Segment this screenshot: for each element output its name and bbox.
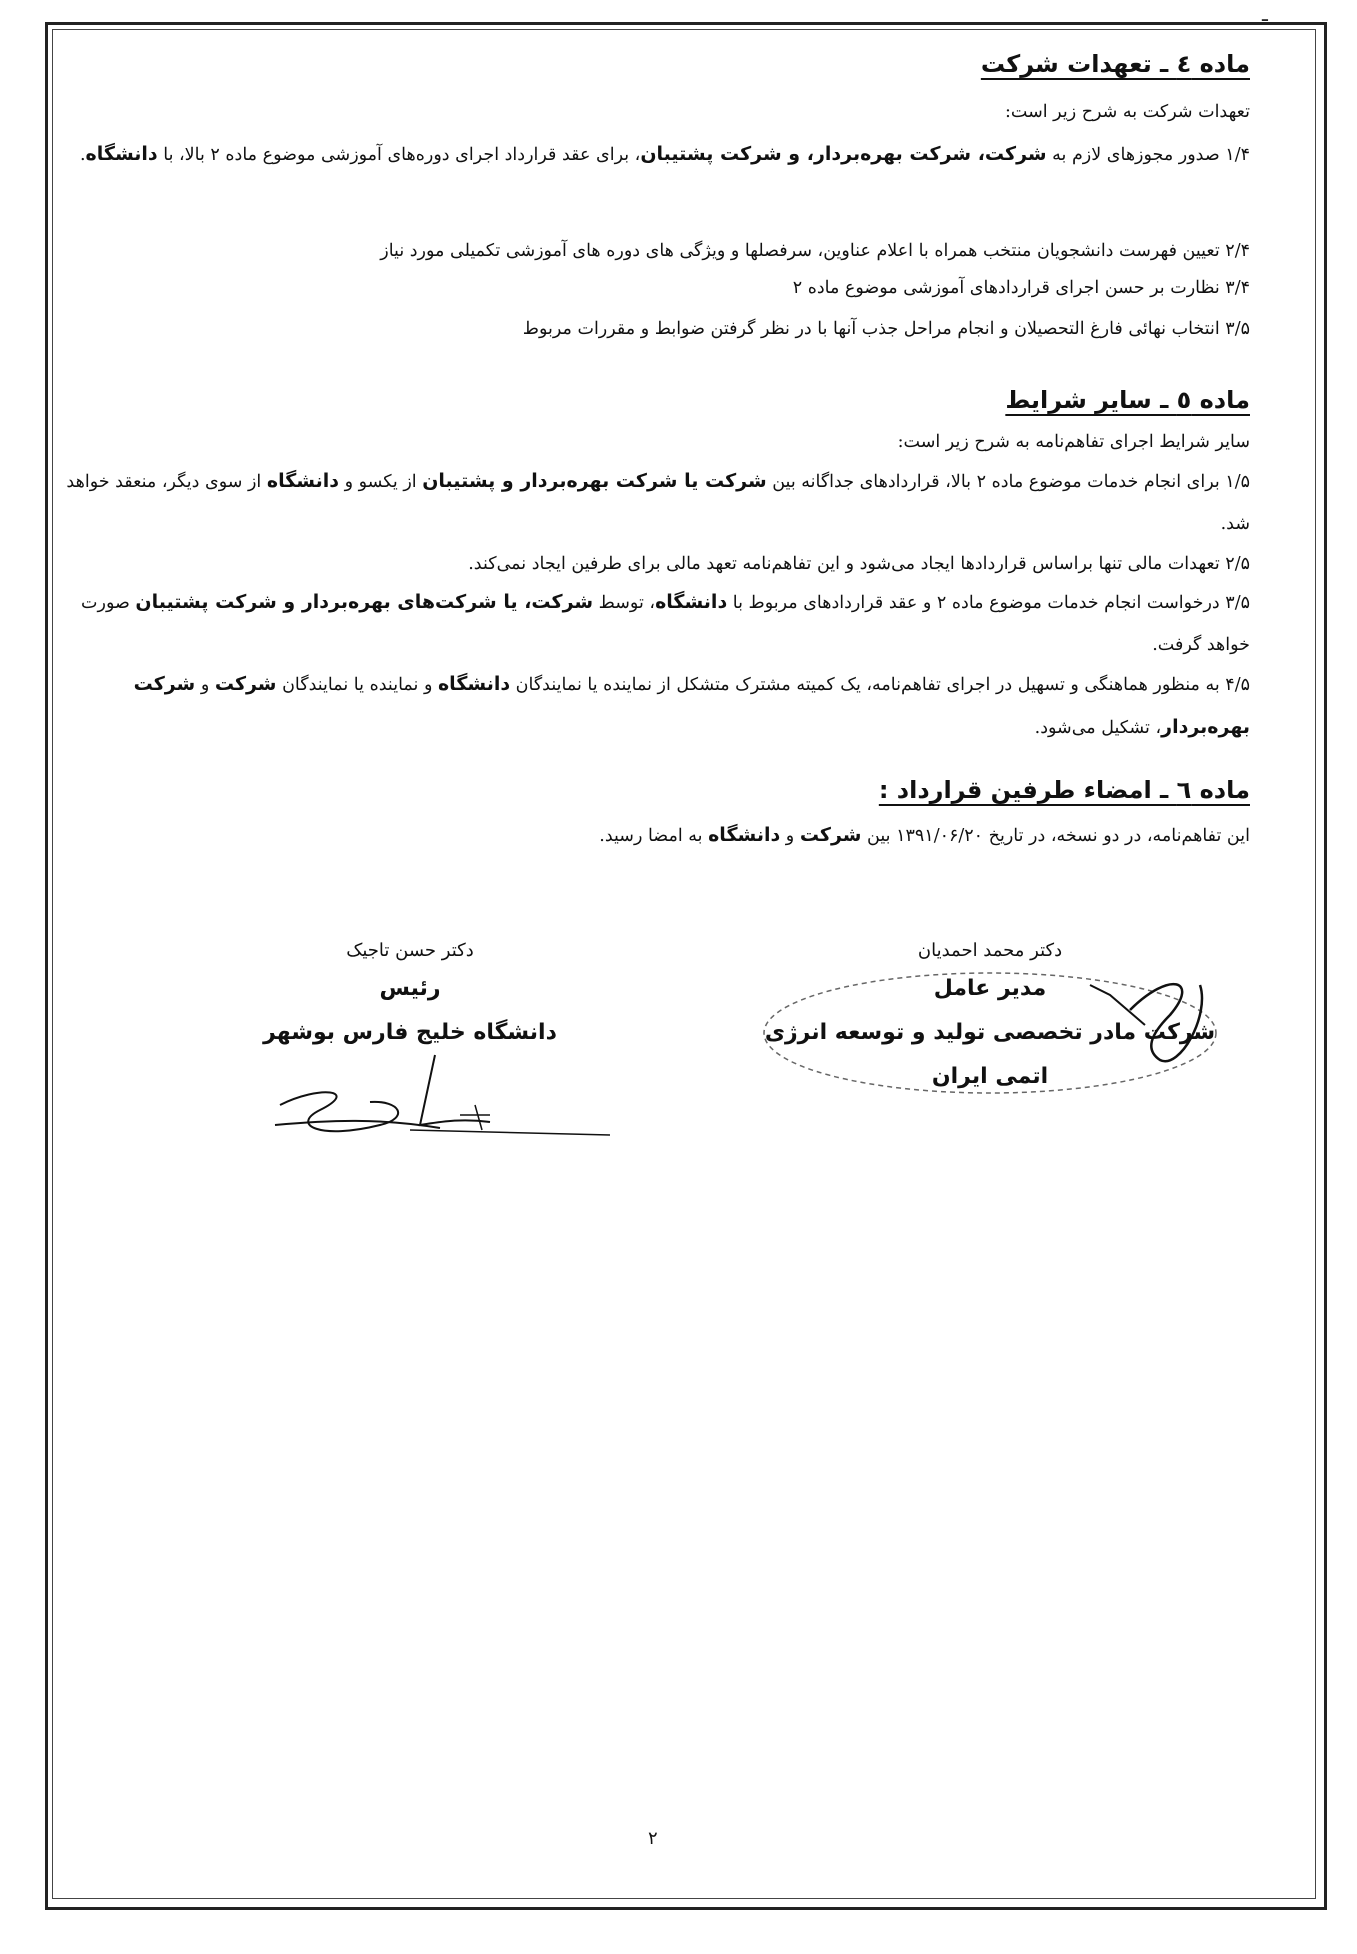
article6-heading: ماده ٦ ـ امضاء طرفین قرارداد : [878, 776, 1250, 804]
article5-heading: ماده ٥ ـ سایر شرایط [1005, 386, 1250, 414]
signatory-org-company-line2: اتمی ایران [931, 1064, 1049, 1089]
article4-item1: ۱/۴ صدور مجوزهای لازم به شرکت، شرکت بهره‌بردار، و شرکت پشتیبان، برای عقد قرارداد اجرای دوره‌های آموزشی موضوع ماده ۲ بالا، با دانشگاه. [79, 143, 1250, 165]
company-stamp-and-signature [750, 955, 1230, 1105]
signatory-org-company-line1: شرکت مادر تخصصی تولید و توسعه انرژی [764, 1020, 1216, 1045]
signatory-name-company: دکتر محمد احمدیان [917, 940, 1063, 961]
signatory-name-university: دکتر حسن تاجیک [346, 940, 474, 961]
signatory-org-university: دانشگاه خلیج فارس بوشهر [263, 1020, 557, 1045]
article6-text: این تفاهم‌نامه، در دو نسخه، در تاریخ ۱۳۹۱/۰۶/۲۰ بین شرکت و دانشگاه به امضا رسید. [599, 824, 1250, 846]
article4-intro: تعهدات شرکت به شرح زیر است: [1005, 102, 1250, 122]
article5-item3: ۳/۵ درخواست انجام خدمات موضوع ماده ۲ و عقد قراردادهای مربوط با دانشگاه، توسط شرکت، یا شرکت‌های بهره‌بردار و شرکت پشتیبان صورت خواهد گرفت. [81, 591, 1250, 655]
article4-item4: ۳/۵ انتخاب نهائی فارغ التحصیلان و انجام مراحل جذب آنها با در نظر گرفتن ضوابط و مقررات مربوط [522, 319, 1250, 339]
article4-item3: ۳/۴ نظارت بر حسن اجرای قراردادهای آموزشی موضوع ماده ۲ [792, 278, 1250, 298]
article5-item1: ۱/۵ برای انجام خدمات موضوع ماده ۲ بالا، قراردادهای جداگانه بین شرکت یا شرکت بهره‌بردار و پشتیبان از یکسو و دانشگاه از سوی دیگر، منعقد خواهد شد. [66, 470, 1250, 534]
corner-mark: ـ [1262, 2, 1268, 26]
article5-item2: ۲/۵ تعهدات مالی تنها براساس قراردادها ایجاد می‌شود و این تفاهم‌نامه تعهد مالی برای طرفین ایجاد نمی‌کند. [468, 554, 1250, 574]
article4-heading: ماده ٤ ـ تعهدات شرکت [980, 50, 1250, 78]
article5-item4: ۴/۵ به منظور هماهنگی و تسهیل در اجرای تفاهم‌نامه، یک کمیته مشترک متشکل از نماینده یا نمایندگان دانشگاه و نماینده یا نمایندگان شرکت و شرکت بهره‌بردار، تشکیل می‌شود. [133, 673, 1250, 738]
article4-item2: ۲/۴ تعیین فهرست دانشجویان منتخب همراه با اعلام عناوین، سرفصلها و ویژگی های دوره های آموزشی تکمیلی مورد نیاز [380, 241, 1250, 261]
signatory-title-university: رئیس [379, 976, 441, 1001]
article5-intro: سایر شرایط اجرای تفاهم‌نامه به شرح زیر است: [897, 432, 1250, 452]
university-signature [260, 1030, 620, 1150]
signatory-title-company: مدیر عامل [933, 976, 1047, 1001]
page-number: ۲ [648, 1828, 658, 1849]
